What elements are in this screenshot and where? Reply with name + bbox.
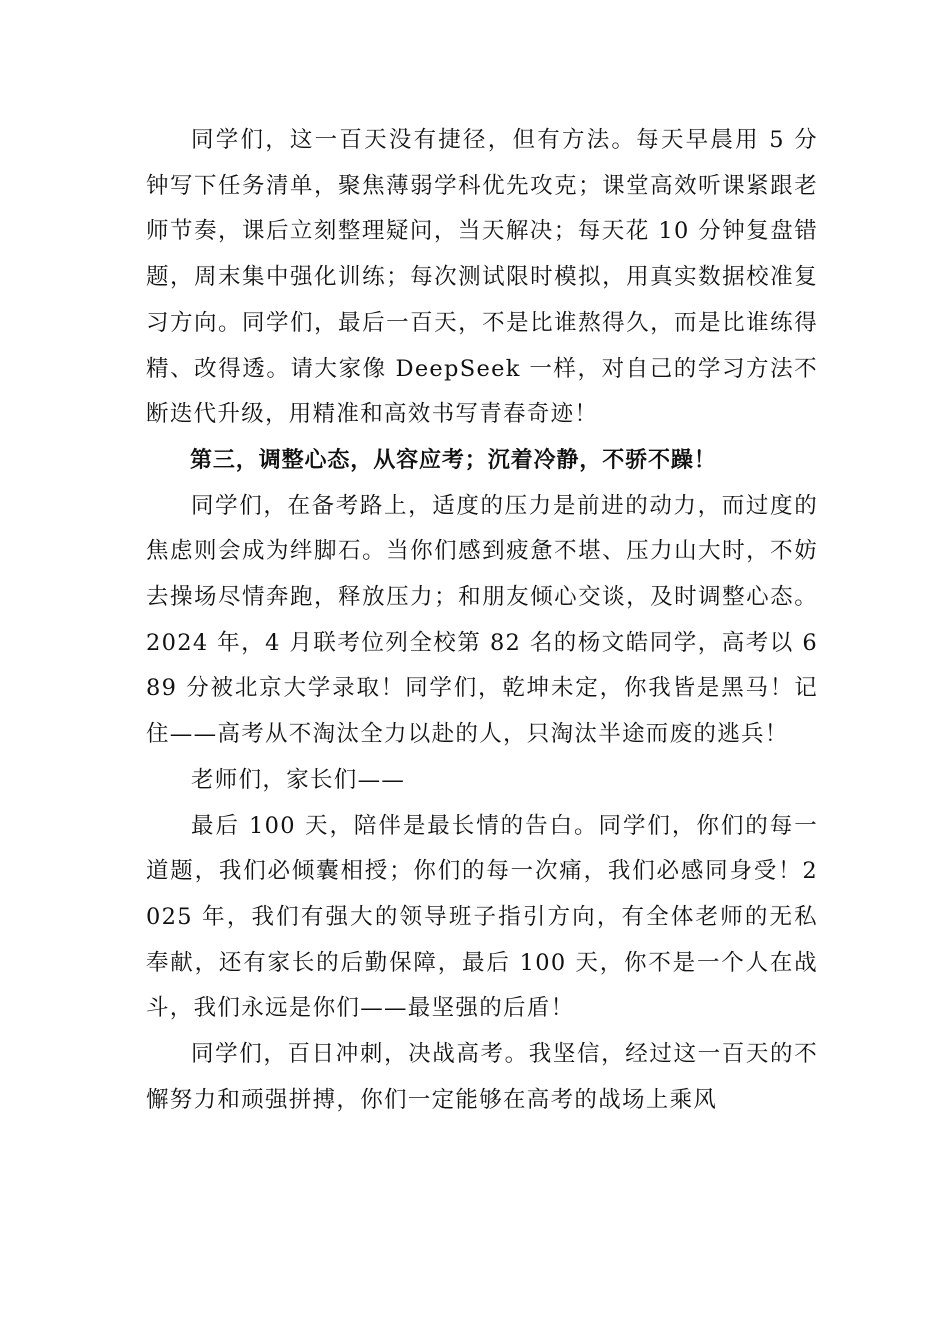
- paragraph-mindset: 同学们，在备考路上，适度的压力是前进的动力，而过度的焦虑则会成为绊脚石。当你们感到疲惫不堪、压力山大时，不妨去操场尽情奔跑，释放压力；和朋友倾心交谈，及时调整心态。2024 年，4 月联考位列全校第 82 名的杨文皓同学，高考以 689 分被北京大学录取！同学们，乾坤未定，你我皆是黑马！记住——高考从不淘汰全力以赴的人，只淘汰半途而废的逃兵！: [146, 492, 818, 748]
- paragraph-closing: 同学们，百日冲刺，决战高考。我坚信，经过这一百天的不懈努力和顽强拼搏，你们一定能够在高考的战场上乘风: [146, 1041, 818, 1113]
- paragraph-address-teachers-parents: 老师们，家长们——: [191, 766, 406, 793]
- document-page: [146, 118, 818, 1123]
- paragraph-study-methods: 同学们，这一百天没有捷径，但有方法。每天早晨用 5 分钟写下任务清单，聚焦薄弱学科优先攻克；课堂高效听课紧跟老师节奏，课后立刻整理疑问，当天解决；每天花 10 分钟复盘错题，周末集中强化训练；每次测试限时模拟，用真实数据校准复习方向。同学们，最后一百天，不是比谁熬得久，而是比谁练得精、改得透。请大家像 DeepSeek 一样，对自己的学习方法不断迭代升级，用精准和高效书写青春奇迹！: [146, 127, 818, 428]
- section-heading-mindset: 第三，调整心态，从容应考；沉着冷静，不骄不躁！: [190, 447, 717, 473]
- paragraph-final-100-days: 最后 100 天，陪伴是最长情的告白。同学们，你们的每一道题，我们必倾囊相授；你们的每一次痛，我们必感同身受！2025 年，我们有强大的领导班子指引方向，有全体老师的无私奉献，还有家长的后勤保障，最后 100 天，你不是一个人在战斗，我们永远是你们——最坚强的后盾！: [146, 812, 818, 1022]
